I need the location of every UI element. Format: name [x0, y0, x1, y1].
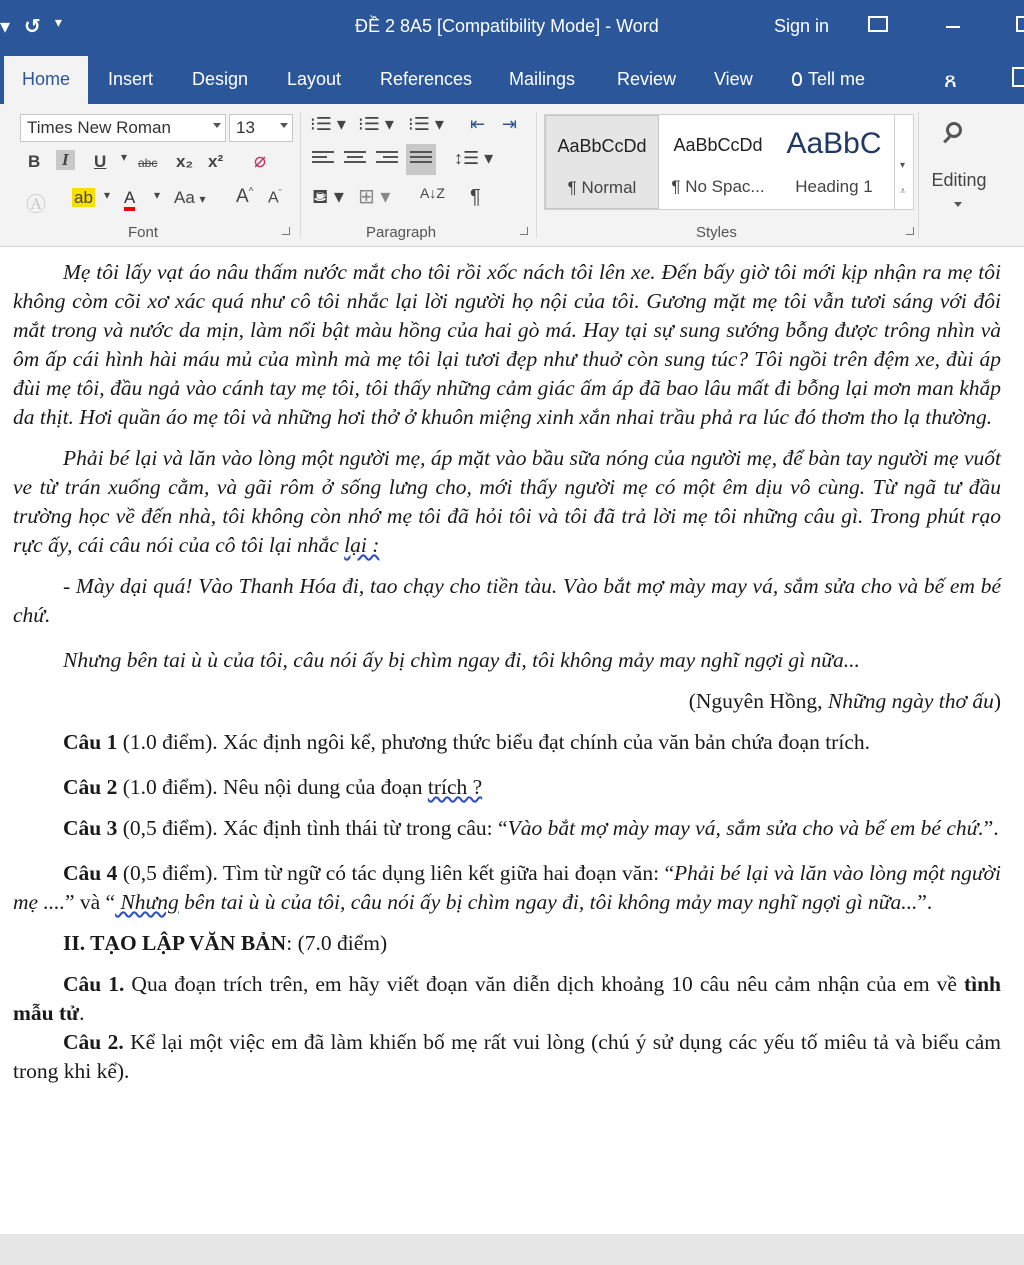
styles-scrollbar[interactable] [894, 114, 915, 210]
font-dialog-launcher-icon[interactable] [282, 227, 290, 235]
question-text: (1.0 điểm). Nêu nội dung của đoạn [117, 775, 428, 799]
sign-in-link[interactable]: Sign in [774, 16, 830, 36]
increase-indent-button[interactable]: ⇥ [502, 114, 518, 134]
tab-references[interactable]: References [380, 69, 473, 89]
decrease-indent-button[interactable]: ⇤ [470, 114, 486, 134]
sort-button[interactable]: A↓Z [420, 185, 445, 201]
question-quote-2: bên tai ù ù của tôi, câu nói ấy bị chìm ngay đi, tôi không mảy may nghĩ ngợi gì nữa... [178, 890, 918, 914]
shading-button[interactable]: ⛾ ▾ [312, 186, 344, 208]
source-close: ) [993, 689, 1001, 713]
task-bold-text: tình mẫu tử [13, 972, 1001, 1025]
chevron-down-icon [213, 123, 221, 128]
align-left-button[interactable] [312, 148, 334, 171]
paragraph-1: Mẹ tôi lấy vạt áo nâu thấm nước mắt cho tôi rồi xốc nách tôi lên xe. Đến bấy giờ tôi mới kịp nhận ra mẹ tôi không còm cõi xơ xác quá như cô tôi nhắc lại lời người họ nội của tôi. Gương mặt mẹ tôi vẫn tươi sáng với đôi mắt trong và nước da mịn, làm nổi bật màu hồng của hai gò má. Hay tại sự sung sướng bỗng được trông nhìn và ôm ấp cái hình hài máu mủ của mình mà mẹ tôi lại tươi đẹp như thuở còn sung túc? Tôi ngồi trên đệm xe, đùi áp đùi mẹ tôi, đầu ngả vào cánh tay mẹ tôi, tôi thấy những cảm giác ấm áp đã bao lâu mất đi bỗng lại mơn man khắp da thịt. Hơi quần áo mẹ tôi và những hơi thở ở khuôn miệng xinh xắn nhai trầu phả ra lúc đó thơm tho lạ thường. [13, 260, 1001, 429]
text-effects-icon[interactable]: Ⓐ [26, 194, 46, 216]
chevron-down-icon[interactable]: ▾ [900, 160, 906, 171]
show-formatting-marks-button[interactable]: ¶ [470, 186, 481, 208]
undo-dropdown-icon[interactable]: ▾ [0, 16, 11, 38]
style-name: ¶ Normal [567, 178, 637, 197]
title-bar [0, 0, 1024, 56]
line-spacing-button[interactable]: ↕☰ ▾ [454, 148, 494, 168]
section-points: : (7.0 điểm) [286, 931, 388, 955]
question-quote-1: Phải bé lại và lăn vào lòng một người mẹ .... [13, 861, 1001, 914]
source-citation [13, 687, 1001, 716]
paragraph-2 [13, 444, 1001, 560]
status-bar-area [0, 1234, 1024, 1265]
font-color-dropdown-icon[interactable]: ▾ [154, 188, 161, 202]
editing-label: Editing [931, 170, 987, 190]
tell-me-label: Tell me [808, 69, 866, 89]
style-name: Heading 1 [795, 177, 873, 196]
question-text: (0,5 điểm). Tìm từ ngữ có tác dụng liên kết giữa hai đoạn văn: “ [117, 861, 675, 885]
paragraph-dialog-launcher-icon[interactable] [520, 227, 528, 235]
task-label: Câu 2. [63, 1030, 124, 1054]
tab-mailings[interactable]: Mailings [509, 69, 576, 89]
writing-task-2 [13, 1028, 1001, 1086]
change-case-label: Aa [174, 188, 195, 207]
question-3 [13, 814, 1001, 843]
highlight-color-button[interactable]: ab [74, 188, 93, 207]
style-preview: AaBbCcDd [673, 135, 763, 155]
tab-layout[interactable]: Layout [287, 69, 342, 89]
writing-task-1 [13, 970, 1001, 1028]
underline-dropdown-icon[interactable]: ▾ [121, 150, 128, 164]
tab-design[interactable]: Design [192, 69, 249, 89]
tab-home[interactable]: Home [4, 56, 88, 104]
ribbon-display-options-icon[interactable] [868, 16, 888, 32]
style-preview: AaBbC [786, 127, 882, 160]
section-2-heading [13, 929, 1001, 958]
repeat-icon[interactable]: ↺ [24, 16, 41, 38]
strikethrough-button[interactable]: abc [138, 156, 158, 170]
style-no-spacing[interactable] [661, 115, 775, 209]
minimize-icon[interactable] [946, 26, 960, 28]
editing-button[interactable] [922, 114, 996, 220]
group-divider [536, 112, 537, 238]
font-group-label: Font [128, 224, 159, 241]
source-work: Những ngày thơ ấu [827, 689, 994, 713]
task-label: Câu 1. [63, 972, 125, 996]
question-label: Câu 2 [63, 775, 118, 799]
question-quote-2-start: Nhưng [115, 890, 179, 914]
question-close: ”. [983, 816, 999, 840]
shrink-font-label: A [268, 189, 279, 207]
styles-group-label: Styles [696, 224, 737, 241]
paragraph-2-text: Phải bé lại và lăn vào lòng một người mẹ, áp mặt vào bầu sữa nóng của người mẹ, để bàn tay người mẹ vuốt ve từ trán xuống cằm, và gãi rôm ở sống lưng cho, mới thấy người mẹ có một êm dịu vô cùng. Từ ngã tư đầu trường học về đến nhà, tôi không còn nhớ mẹ tôi đã hỏi tôi và tôi đã trả lời mẹ tôi những câu gì. Trong phút rạo rực ấy, cái câu nói của cô tôi lại nhắc [13, 446, 1001, 557]
styles-gallery [544, 114, 914, 210]
paragraph-2-tail: lại : [344, 533, 380, 557]
font-name-combobox[interactable] [20, 114, 226, 142]
task-end: . [79, 1001, 85, 1025]
tab-insert[interactable]: Insert [108, 69, 154, 89]
question-quote: Vào bắt mợ mày may vá, sắm sửa cho và bế em bé chứ. [507, 816, 984, 840]
align-center-button[interactable] [344, 148, 366, 171]
underline-button[interactable]: U [94, 152, 107, 171]
style-heading-1[interactable] [777, 115, 891, 209]
source-author: (Nguyên Hồng, [688, 689, 828, 713]
highlight-dropdown-icon[interactable]: ▾ [104, 188, 111, 202]
user-icon[interactable]: ጸ [944, 67, 957, 92]
font-size-combobox[interactable] [229, 114, 293, 142]
numbering-button[interactable]: ⁝☰ ▾ [358, 114, 394, 134]
style-name: ¶ No Spac... [671, 177, 765, 196]
bold-button[interactable]: B [28, 152, 41, 171]
question-text: (0,5 điểm). Xác định tình thái từ trong câu: “ [117, 816, 508, 840]
share-icon[interactable] [1012, 67, 1024, 87]
task-text: Kể lại một việc em đã làm khiến bố mẹ rất vui lòng (chú ý sử dụng các yếu tố miêu tả và biểu cảm trong khi kể). [13, 1030, 1002, 1083]
question-label: Câu 4 [63, 861, 118, 885]
ribbon-home [0, 104, 1024, 247]
tab-view[interactable]: View [714, 69, 753, 89]
question-label: Câu 3 [63, 816, 118, 840]
tell-me-box[interactable] [792, 69, 865, 90]
subscript-button[interactable]: x₂ [176, 152, 194, 171]
bullets-button[interactable]: ⁝☰ ▾ [310, 114, 346, 134]
question-label: Câu 1 [63, 730, 118, 754]
question-tail: trích ? [427, 775, 483, 799]
question-mid: ” và “ [64, 890, 116, 914]
align-right-button[interactable] [376, 148, 398, 171]
customize-qat-icon[interactable]: ▾ [54, 14, 62, 30]
font-name-value: Times New Roman [27, 118, 171, 137]
style-normal[interactable] [545, 115, 659, 209]
more-styles-icon[interactable]: ⩡ [900, 186, 906, 197]
borders-button[interactable]: ⊞ ▾ [358, 186, 391, 208]
change-case-button[interactable]: Aa ▾ [174, 188, 206, 207]
chevron-down-icon [954, 202, 962, 207]
question-4 [13, 859, 1001, 917]
chevron-down-icon [280, 123, 288, 128]
group-divider [918, 112, 919, 238]
superscript-button[interactable]: x² [208, 152, 224, 171]
italic-button[interactable]: I [56, 150, 75, 170]
clear-formatting-icon[interactable]: ⌀ [254, 150, 267, 172]
question-text: (1.0 điểm). Xác định ngôi kể, phương thức biểu đạt chính của văn bản chứa đoạn trích. [117, 730, 870, 754]
task-text: Qua đoạn trích trên, em hãy viết đoạn văn diễn dịch khoảng 10 câu nêu cảm nhận của em về [124, 972, 964, 996]
tab-review[interactable]: Review [617, 69, 677, 89]
paragraph-group-label: Paragraph [366, 224, 437, 241]
group-divider [300, 112, 301, 238]
document-page[interactable] [13, 258, 1001, 1086]
quick-access-toolbar [0, 14, 62, 39]
window-title: ĐỀ 2 8A5 [Compatibility Mode] - Word [355, 16, 659, 36]
styles-dialog-launcher-icon[interactable] [906, 227, 914, 235]
question-close: ”. [917, 890, 933, 914]
search-icon [946, 122, 962, 138]
question-1 [13, 728, 1001, 757]
multilevel-list-button[interactable]: ⁝☰ ▾ [408, 114, 444, 134]
grow-font-label: A [236, 186, 249, 207]
lightbulb-icon [792, 72, 802, 86]
justify-button[interactable] [406, 144, 436, 175]
section-label: II. TẠO LẬP VĂN BẢN [63, 931, 287, 955]
paragraph-4: Nhưng bên tai ù ù của tôi, câu nói ấy bị chìm ngay đi, tôi không mảy may nghĩ ngợi gì nữa... [63, 648, 860, 672]
shrink-font-button[interactable]: $A^ˇ$ [268, 188, 282, 207]
font-size-value: 13 [236, 118, 255, 137]
maximize-icon[interactable] [1016, 16, 1024, 32]
ribbon-tabs [0, 56, 1024, 104]
question-2 [13, 773, 1001, 802]
paragraph-3: - Mày dại quá! Vào Thanh Hóa đi, tao chạy cho tiền tàu. Vào bắt mợ mày may vá, sắm sửa cho và bế em bé chứ. [13, 574, 1001, 627]
font-color-button[interactable]: A [124, 188, 135, 211]
grow-font-button[interactable]: A^ [236, 186, 254, 207]
style-preview: AaBbCcDd [557, 136, 647, 156]
